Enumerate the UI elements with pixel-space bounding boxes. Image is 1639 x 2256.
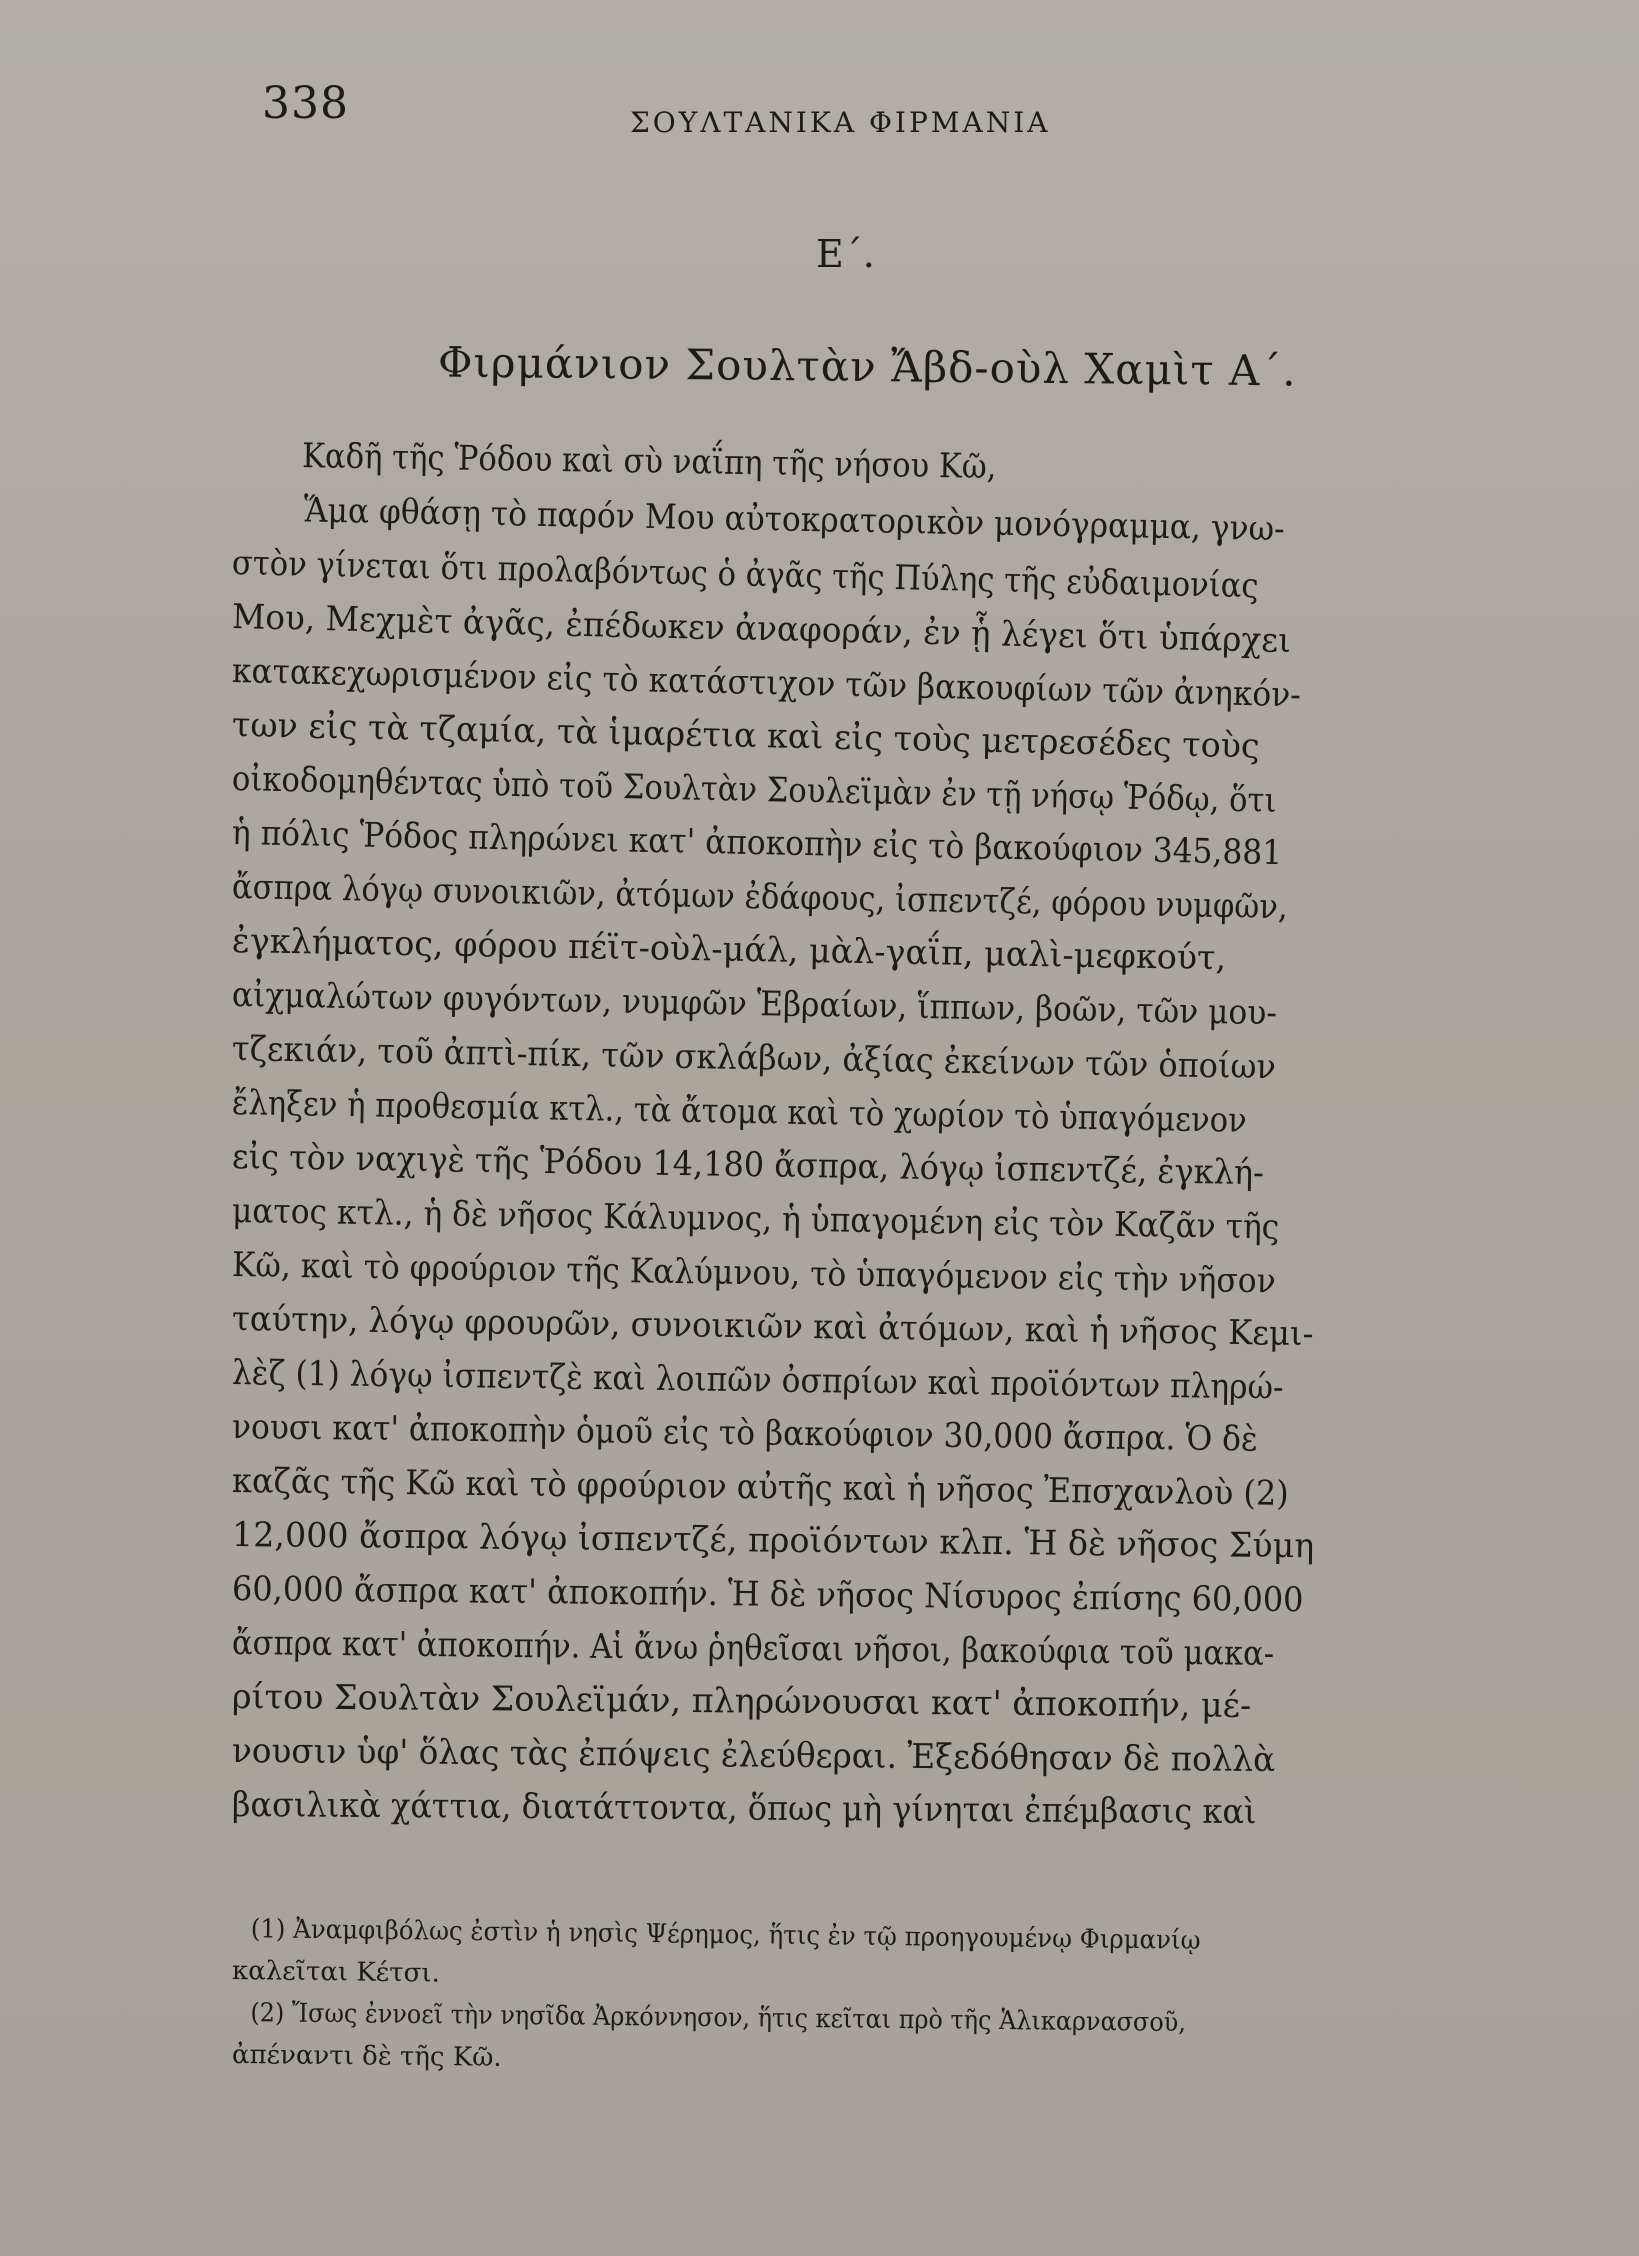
text-line: ἔληξεν ἡ προθεσμία κτλ., τὰ ἄτομα καὶ τὸ χωρίον τὸ ὑπαγόμενον — [231, 1083, 1248, 1141]
text-line: ταύτην, λόγῳ φρουρῶν, συνοικιῶν καὶ ἀτόμων, καὶ ἡ νῆσος Κεμι- — [231, 1299, 1314, 1355]
document-title: Φιρμάνιον Σουλτὰν Ἄβδ-οὺλ Χαμὶτ Α΄. — [437, 337, 1297, 396]
text-line: ἄσπρα λόγῳ συνοικιῶν, ἀτόμων ἐδάφους, ἰσπεντζέ, φόρου νυμφῶν, — [231, 867, 1289, 928]
footnote-line: (1) Ἀναμφιβόλως ἐστὶν ἡ νησὶς Ψέρημος, ἥτις ἐν τῷ προηγουμένῳ Φιρμανίῳ — [250, 1914, 1201, 1956]
text-line: Καδῆ τῆς Ῥόδου καὶ σὺ ναΐπη τῆς νήσου Κῶ, — [301, 436, 997, 488]
footnote-line: ἀπέναντι δὲ τῆς Κῶ. — [231, 2040, 502, 2073]
text-line: στὸν γίνεται ὅτι προλαβόντως ὁ ἀγᾶς τῆς Πύλης τῆς εὐδαιμονίας — [231, 543, 1259, 607]
text-line: ἄσπρα κατ' ἀποκοπήν. Αἱ ἄνω ῥηθεῖσαι νῆσοι, βακούφια τοῦ μακα- — [231, 1623, 1275, 1674]
text-line: ρίτου Σουλτὰν Σουλεϊμάν, πληρώνουσαι κατ' ἀποκοπήν, μέ- — [231, 1677, 1252, 1726]
text-line: Ἅμα φθάσῃ τὸ παρόν Μου αὐτοκρατορικὸν μονόγραμμα, γνω- — [303, 490, 1286, 550]
text-line: καζᾶς τῆς Κῶ καὶ τὸ φρούριον αὐτῆς καὶ ἡ νῆσος Ἐπσχανλοὺ (2) — [231, 1461, 1289, 1514]
text-line: κατακεχωρισμένον εἰς τὸ κατάστιχον τῶν βακουφίων τῶν ἀνηκόν- — [231, 651, 1302, 716]
text-line: λὲζ (1) λόγῳ ἰσπεντζὲ καὶ λοιπῶν ὀσπρίων καὶ προϊόντων πληρώ- — [231, 1353, 1284, 1408]
text-line: Κῶ, καὶ τὸ φρούριον τῆς Καλύμνου, τὸ ὑπαγόμενον εἰς τὴν νῆσον — [231, 1245, 1276, 1302]
page-header — [262, 78, 1062, 148]
text-line: Μου, Μεχμὲτ ἀγᾶς, ἐπέδωκεν ἀναφοράν, ἐν ᾗ λέγει ὅτι ὑπάρχει — [231, 597, 1292, 662]
text-line: ματος κτλ., ἡ δὲ νῆσος Κάλυμνος, ἡ ὑπαγομένη εἰς τὸν Καζᾶν τῆς — [231, 1191, 1280, 1248]
text-line: 12,000 ἄσπρα λόγῳ ἰσπεντζέ, προϊόντων κλπ. Ἡ δὲ νῆσος Σύμη — [231, 1515, 1315, 1567]
section-mark: Ε΄. — [816, 232, 875, 276]
text-line: ἐγκλήματος, φόρου πέϊτ-οὺλ-μάλ, μὰλ-γαΐπ, μαλὶ-μεφκούτ, — [231, 921, 1227, 979]
text-line: ἡ πόλις Ῥόδος πληρώνει κατ' ἀποκοπὴν εἰς τὸ βακούφιον 345,881 — [231, 813, 1283, 874]
text-line: νουσιν ὑφ' ὅλας τὰς ἐπόψεις ἐλεύθεραι. Ἐξεδόθησαν δὲ πολλὰ — [231, 1731, 1276, 1781]
text-line: 60,000 ἄσπρα κατ' ἀποκοπήν. Ἡ δὲ νῆσος Νίσυρος ἐπίσης 60,000 — [231, 1569, 1304, 1621]
running-title: ΣΟΥΛΤΑΝΙΚΑ ΦΙΡΜΑΝΙΑ — [630, 106, 1051, 139]
footnote-line: (2) Ἴσως ἐννοεῖ τὴν νησῖδα Ἀρκόννησον, ἥτις κεῖται πρὸ τῆς Ἁλικαρνασσοῦ, — [250, 1998, 1187, 2038]
text-line: νουσι κατ' ἀποκοπὴν ὁμοῦ εἰς τὸ βακούφιον 30,000 ἄσπρα. Ὁ δὲ — [231, 1407, 1259, 1460]
text-line: οἰκοδομηθέντας ὑπὸ τοῦ Σουλτὰν Σουλεϊμὰν ἐν τῇ νήσῳ Ῥόδῳ, ὅτι — [231, 759, 1277, 821]
text-line: των εἰς τὰ τζαμία, τὰ ἱμαρέτια καὶ εἰς τοὺς μετρεσέδες τοὺς — [231, 705, 1261, 767]
text-line: τζεκιάν, τοῦ ἀπτὶ-πίκ, τῶν σκλάβων, ἀξίας ἐκείνων τῶν ὁποίων — [231, 1029, 1277, 1088]
text-line: αἰχμαλώτων φυγόντων, νυμφῶν Ἑβραίων, ἵππων, βοῶν, τῶν μου- — [231, 975, 1278, 1034]
footnote-line: καλεῖται Κέτσι. — [231, 1956, 441, 1989]
page-number: 338 — [262, 78, 349, 129]
body-text — [232, 428, 1412, 1832]
text-line: βασιλικὰ χάττια, διατάττοντα, ὅπως μὴ γίνηται ἐπέμβασις καὶ — [231, 1785, 1257, 1833]
text-line: εἰς τὸν ναχιγὲ τῆς Ῥόδου 14,180 ἄσπρα, λόγῳ ἰσπεντζέ, ἐγκλή- — [231, 1137, 1265, 1194]
footnotes — [232, 1908, 1412, 2076]
